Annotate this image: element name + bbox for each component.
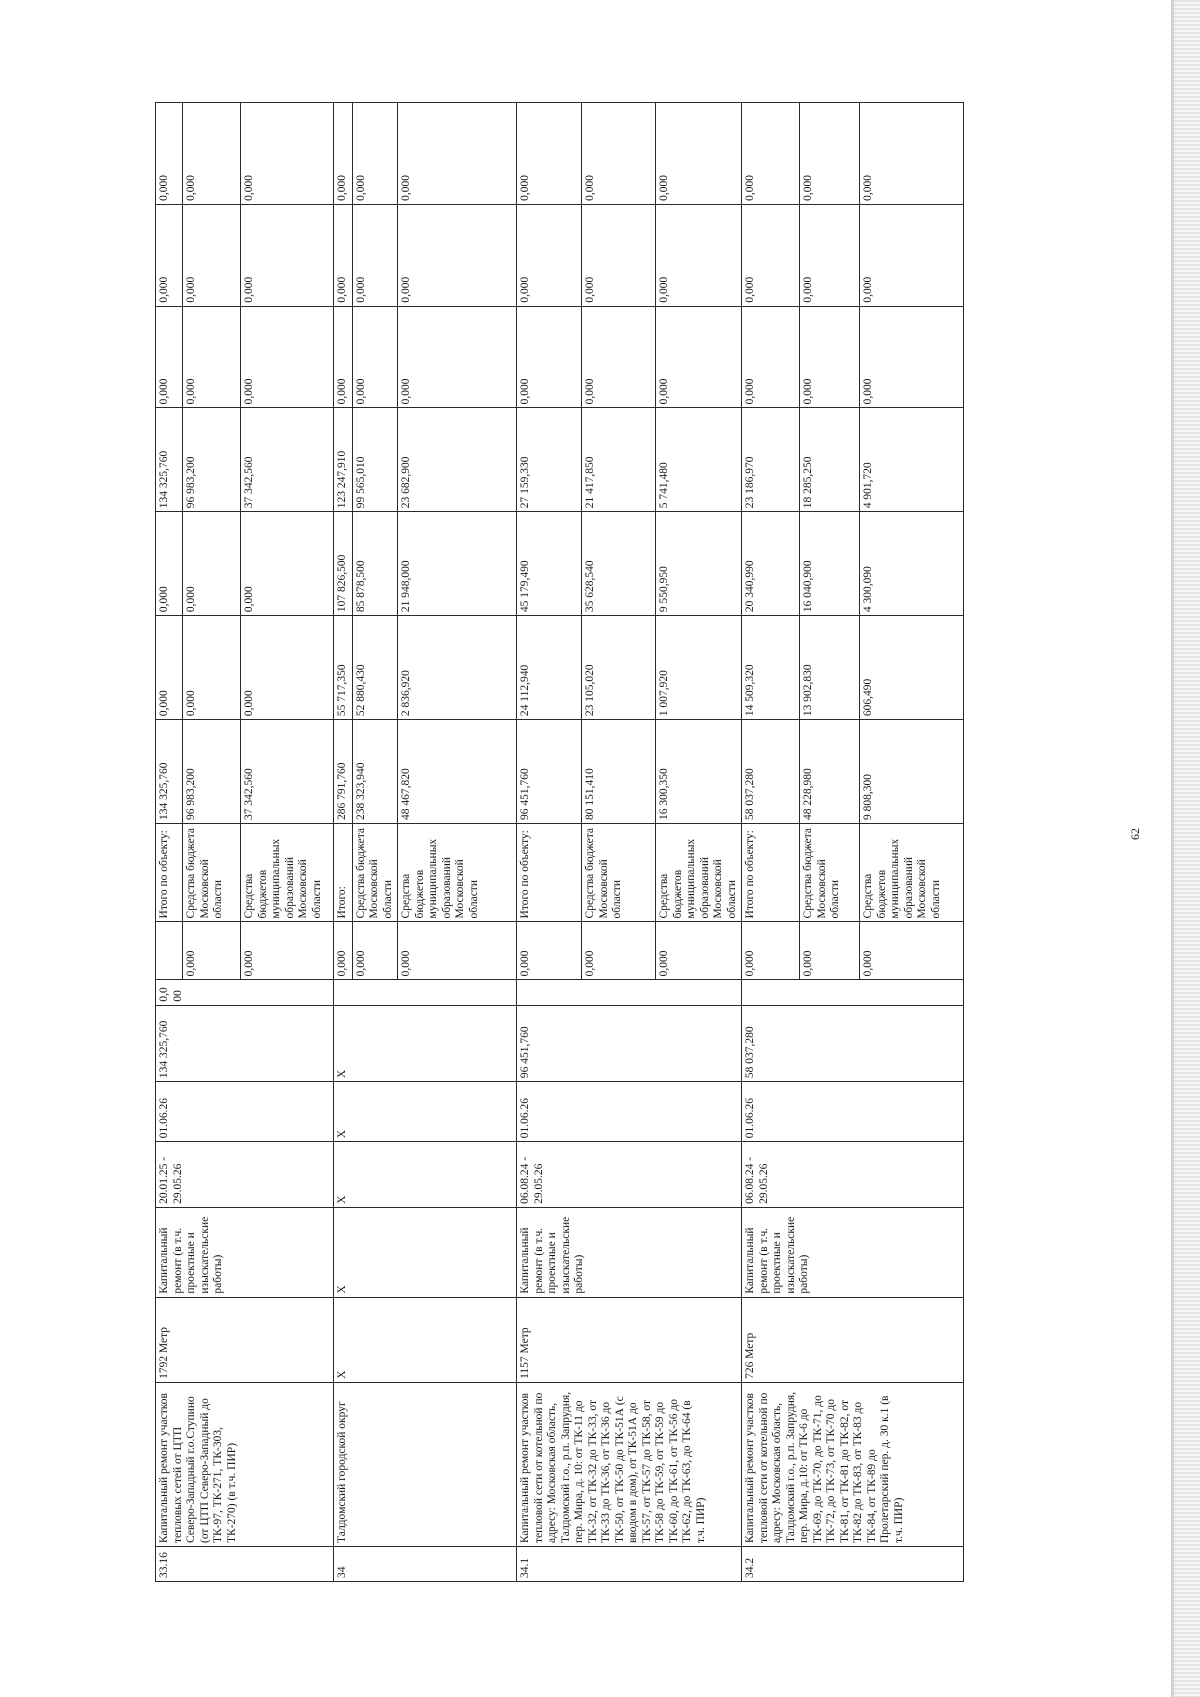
object-cost: 58 037,280 [742, 1005, 964, 1082]
year-1-amount: 24 112,940 [517, 616, 582, 720]
year-5-amount: 0,000 [656, 204, 742, 306]
scan-edge [1174, 0, 1200, 1697]
row-number: 33.16 [156, 1547, 334, 1582]
sub-prev-amount: 0,000 [398, 922, 517, 980]
year-1-amount: 52 880,430 [352, 616, 398, 720]
table-row [517, 103, 582, 1582]
year-4-amount: 0,000 [517, 306, 582, 408]
year-1-amount: 1 007,920 [656, 616, 742, 720]
funding-total: 58 037,280 [742, 720, 800, 824]
year-1-amount: 0,000 [183, 616, 241, 720]
year-1-amount: 55 717,350 [334, 616, 353, 720]
funding-source: Средства бюджета Московской области [183, 824, 241, 922]
sub-prev-amount: 0,000 [241, 922, 334, 980]
year-1-amount: 14 509,320 [742, 616, 800, 720]
year-2-amount: 85 878,500 [352, 512, 398, 616]
year-6-amount: 0,000 [241, 103, 334, 205]
funding-source: Итого по объекту: [156, 824, 183, 922]
year-3-amount: 96 983,200 [183, 408, 241, 512]
year-2-amount: 0,000 [156, 512, 183, 616]
funding-total: 80 151,410 [582, 720, 656, 824]
year-2-amount: 45 179,490 [517, 512, 582, 616]
year-4-amount: 0,000 [241, 306, 334, 408]
year-2-amount: 9 550,950 [656, 512, 742, 616]
funding-total: 286 791,760 [334, 720, 353, 824]
object-name: Капитальный ремонт участков тепловой сети от котельной по адресу: Московская область, Талдомский г.о., р.п. Запрудня, пер. Мира, д.10: от ТК-6 до ТК-69, до ТК-70, до ТК-71, до ТК-72, до ТК-73, от ТК-70 до ТК-81, от ТК-81 до ТК-82, от ТК-82 до ТК-83, от ТК-83 до ТК-84, от ТК-89 до Пролетарский пер. д. 30 к.1 (в т.ч. ПИР) [742, 1382, 964, 1546]
year-6-amount: 0,000 [517, 103, 582, 205]
object-length: 726 Метр [742, 1297, 964, 1382]
funding-total: 48 228,980 [800, 720, 860, 824]
funding-source: Средства бюджета Московской области [352, 824, 398, 922]
funding-total: 37 342,560 [241, 720, 334, 824]
year-2-amount: 4 300,090 [860, 512, 964, 616]
sub-prev-amount: 0,000 [582, 922, 656, 980]
year-6-amount: 0,000 [183, 103, 241, 205]
sub-prev-amount: 0,000 [800, 922, 860, 980]
year-1-amount: 23 105,020 [582, 616, 656, 720]
sub-prev-amount: 0,000 [656, 922, 742, 980]
funding-source: Итого: [334, 824, 353, 922]
year-2-amount: 0,000 [241, 512, 334, 616]
year-6-amount: 0,000 [352, 103, 398, 205]
year-4-amount: 0,000 [656, 306, 742, 408]
year-5-amount: 0,000 [156, 204, 183, 306]
year-6-amount: 0,000 [800, 103, 860, 205]
year-2-amount: 0,000 [183, 512, 241, 616]
year-6-amount: 0,000 [398, 103, 517, 205]
object-length: X [334, 1297, 517, 1382]
work-type: X [334, 1207, 517, 1297]
row-number: 34.1 [517, 1547, 742, 1582]
budget-table [155, 102, 964, 1582]
year-4-amount: 0,000 [742, 306, 800, 408]
sub-prev-amount: 0,000 [517, 922, 582, 980]
sub-prev-amount: 0,000 [334, 922, 353, 980]
funding-source: Итого по объекту: [517, 824, 582, 922]
year-1-amount: 0,000 [156, 616, 183, 720]
funding-source: Средства бюджета Московской области [800, 824, 860, 922]
funding-source: Средства бюджетов муниципальных образований Московской области [656, 824, 742, 922]
year-2-amount: 16 040,900 [800, 512, 860, 616]
work-type: Капитальный ремонт (в т.ч. проектные и изыскательские работы) [742, 1207, 964, 1297]
year-6-amount: 0,000 [656, 103, 742, 205]
object-name: Талдомский городской округ [334, 1382, 517, 1546]
year-5-amount: 0,000 [241, 204, 334, 306]
year-5-amount: 0,000 [800, 204, 860, 306]
year-3-amount: 23 682,900 [398, 408, 517, 512]
prev-years-spent: 0,000 [156, 980, 334, 1005]
completion-date: 01.06.26 [742, 1082, 964, 1142]
funding-source: Средства бюджетов муниципальных образований Московской области [398, 824, 517, 922]
table-row [334, 103, 353, 1582]
year-4-amount: 0,000 [156, 306, 183, 408]
sub-prev-amount: 0,000 [183, 922, 241, 980]
object-name: Капитальный ремонт участков тепловой сети от котельной по адресу: Московская область, Талдомский г.о., р.п. Запрудня, пер. Мира, д. 10: от ТК-11 до ТК-32, от ТК-32 до ТК-33, от ТК-33 до ТК-36, от ТК-36 до ТК-50, от ТК-50 до ТК-51А (с вводом в дом), от ТК-51А до ТК-57, от ТК-57 до ТК-58, от ТК-58 до ТК-59, от ТК-59 до ТК-60, до ТК-61, от ТК-56 до ТК-62, до ТК-63, до ТК-64 (в т.ч. ПИР) [517, 1382, 742, 1546]
year-1-amount: 13 902,830 [800, 616, 860, 720]
year-6-amount: 0,000 [582, 103, 656, 205]
scan-edge-line [1171, 0, 1174, 1697]
funding-source: Средства бюджета Московской области [582, 824, 656, 922]
year-5-amount: 0,000 [517, 204, 582, 306]
prev-years-spent [334, 980, 517, 1005]
year-3-amount: 5 741,480 [656, 408, 742, 512]
year-5-amount: 0,000 [742, 204, 800, 306]
funding-total: 238 323,940 [352, 720, 398, 824]
object-cost: 96 451,760 [517, 1005, 742, 1082]
work-period: 06.08.24 - 29.05.26 [742, 1142, 964, 1208]
year-3-amount: 21 417,850 [582, 408, 656, 512]
work-period: 06.08.24 - 29.05.26 [517, 1142, 742, 1208]
year-5-amount: 0,000 [334, 204, 353, 306]
row-number: 34.2 [742, 1547, 964, 1582]
year-4-amount: 0,000 [860, 306, 964, 408]
work-period: X [334, 1142, 517, 1208]
object-cost: 134 325,760 [156, 1005, 334, 1082]
page-number: 62 [1128, 828, 1142, 840]
rotated-table-wrapper [155, 102, 942, 1582]
year-2-amount: 20 340,990 [742, 512, 800, 616]
year-4-amount: 0,000 [800, 306, 860, 408]
sub-prev-amount: 0,000 [742, 922, 800, 980]
completion-date: 01.06.26 [517, 1082, 742, 1142]
year-3-amount: 99 565,010 [352, 408, 398, 512]
table-row [156, 103, 183, 1582]
year-1-amount: 606,490 [860, 616, 964, 720]
sub-prev-amount [156, 922, 183, 980]
table-row [742, 103, 800, 1582]
year-3-amount: 134 325,760 [156, 408, 183, 512]
funding-total: 9 808,300 [860, 720, 964, 824]
work-period: 20.01.25 - 29.05.26 [156, 1142, 334, 1208]
year-2-amount: 35 628,540 [582, 512, 656, 616]
year-5-amount: 0,000 [398, 204, 517, 306]
year-1-amount: 2 836,920 [398, 616, 517, 720]
year-5-amount: 0,000 [352, 204, 398, 306]
year-3-amount: 4 901,720 [860, 408, 964, 512]
row-number: 34 [334, 1547, 517, 1582]
prev-years-spent [517, 980, 742, 1005]
year-3-amount: 18 285,250 [800, 408, 860, 512]
funding-total: 134 325,760 [156, 720, 183, 824]
funding-source: Итого по объекту: [742, 824, 800, 922]
sub-prev-amount: 0,000 [352, 922, 398, 980]
completion-date: 01.06.26 [156, 1082, 334, 1142]
year-3-amount: 123 247,910 [334, 408, 353, 512]
year-6-amount: 0,000 [156, 103, 183, 205]
funding-total: 96 451,760 [517, 720, 582, 824]
year-4-amount: 0,000 [183, 306, 241, 408]
work-type: Капитальный ремонт (в т.ч. проектные и изыскательские работы) [517, 1207, 742, 1297]
funding-total: 16 300,350 [656, 720, 742, 824]
year-4-amount: 0,000 [352, 306, 398, 408]
object-cost: X [334, 1005, 517, 1082]
work-type: Капитальный ремонт (в т.ч. проектные и изыскательские работы) [156, 1207, 334, 1297]
year-4-amount: 0,000 [582, 306, 656, 408]
year-6-amount: 0,000 [742, 103, 800, 205]
object-length: 1792 Метр [156, 1297, 334, 1382]
year-5-amount: 0,000 [860, 204, 964, 306]
year-3-amount: 27 159,330 [517, 408, 582, 512]
year-1-amount: 0,000 [241, 616, 334, 720]
object-name: Капитальный ремонт участков тепловых сетей от ЦТП Северо-Западный г.о.Ступино (от ЦТП Северо-Западный до ТК-97, ТК-271, ТК-303, ТК-270) (в т.ч. ПИР) [156, 1382, 334, 1546]
year-6-amount: 0,000 [334, 103, 353, 205]
year-5-amount: 0,000 [582, 204, 656, 306]
year-6-amount: 0,000 [860, 103, 964, 205]
funding-total: 96 983,200 [183, 720, 241, 824]
year-3-amount: 23 186,970 [742, 408, 800, 512]
prev-years-spent [742, 980, 964, 1005]
funding-source: Средства бюджетов муниципальных образований Московской области [860, 824, 964, 922]
funding-total: 48 467,820 [398, 720, 517, 824]
year-2-amount: 21 948,000 [398, 512, 517, 616]
year-2-amount: 107 826,500 [334, 512, 353, 616]
year-4-amount: 0,000 [398, 306, 517, 408]
sub-prev-amount: 0,000 [860, 922, 964, 980]
completion-date: X [334, 1082, 517, 1142]
year-4-amount: 0,000 [334, 306, 353, 408]
year-5-amount: 0,000 [183, 204, 241, 306]
year-3-amount: 37 342,560 [241, 408, 334, 512]
object-length: 1157 Метр [517, 1297, 742, 1382]
funding-source: Средства бюджетов муниципальных образований Московской области [241, 824, 334, 922]
